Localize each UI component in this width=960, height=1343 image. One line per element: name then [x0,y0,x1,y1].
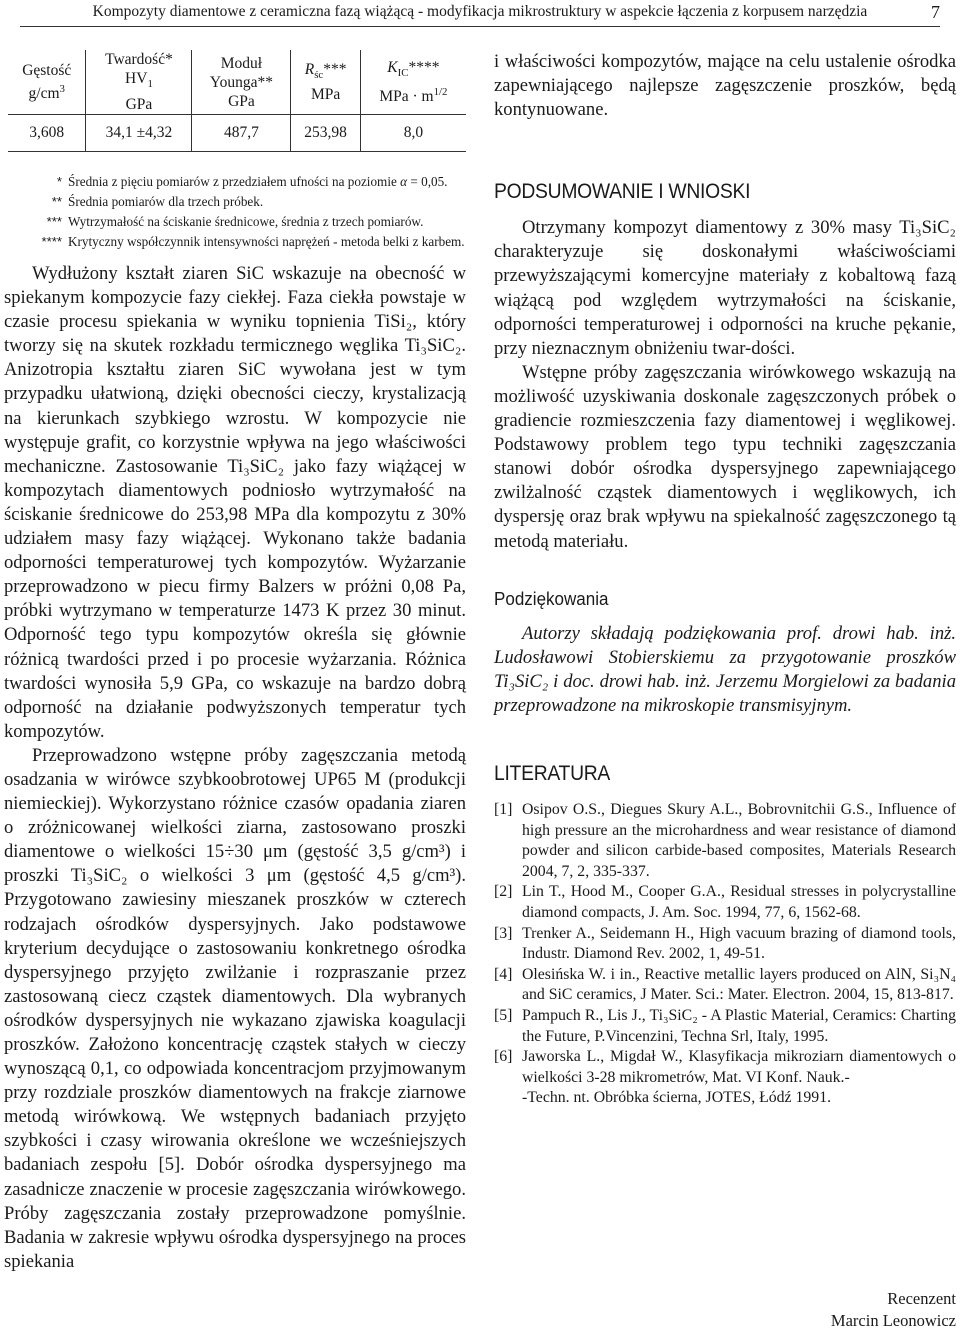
reference-item: [6] Jaworska L., Migdał W., Klasyfikacja mikroziarn diamentowych o wielkości 3-28 mikrometrów, Mat. VI Konf. Nauk.- [494,1048,956,1086]
reference-item: [2] Lin T., Hood M., Cooper G.A., Residual stresses in polycrystalline diamond compacts, J. Am. Soc. 1994, 77, 6, 1562-68. [494,883,956,921]
right-column [494,50,956,1109]
summary-text [494,216,956,553]
table-row [8,115,466,152]
running-title: Kompozyty diamentowe z ceramiczna fazą wiążącą - modyfikacja mikrostruktury w aspekcie łączenia z korpusem narzędzia [92,3,868,20]
footnote: ** Średnia pomiarów dla trzech próbek. [51,194,264,209]
table-cell: 253,98 [291,115,360,152]
table-header-cell: Moduł Younga** GPa [192,50,291,115]
section-heading-summary: PODSUMOWANIE I WNIOSKI [494,180,751,204]
table-footnotes [4,172,466,252]
table-cell: 34,1 ±4,32 [86,115,192,152]
left-column [4,50,466,1274]
table-cell: 487,7 [192,115,291,152]
reference-list [494,800,956,1109]
paragraph: Wydłużony kształt ziaren SiC wskazuje na obecność w spiekanym kompozycie fazy ciekłej. Faza ciekła powstaje w czasie procesu spiekania w wyniku topnienia TiSi₂, który tworzy się na skutek rozkładu termicznego węglika Ti₃SiC₂. Anizotropia kształtu ziaren SiC wywołana jest w tym przypadku ułatwioną, dzięki obecności cieczy, krystalizacją na kierunkach szybkiego wzrostu. W kompozycie nie występuje grafit, co korzystnie wpływa na jego właściwości mechaniczne. Zastosowanie Ti₃SiC₂ jako fazy wiążącej w kompozytach diamentowych podniosło wytrzymałość na ściskanie średnicowe do 253,98 MPa dla kompozytu z 30% udziałem masy fazy wiążącej. Wykonano także badania odporności temperaturowej tych kompozytów. Wyżarzanie przeprowadzono w piecu firmy Balzers w próżni 0,08 Pa, próbki wytrzymano w temperaturze 1473 K przez 30 minut. Odporność tego typu kompozytów określa się głównie różnicą twardości przed i po procesie wyżarzania. Różnica twardości wynosiła 5,9 GPa, co wskazuje na bardzo dobrą odporność na działanie podwyższonych temperatur tych kompozytów. [4,263,466,742]
section-heading-literature: LITERATURA [494,761,611,785]
right-body-text [494,50,956,122]
page-number: 7 [931,2,940,22]
table-header-row [8,50,466,115]
table-header-cell: $R_{śc}***$ MPa [291,50,360,115]
section-heading-acknowledgements: Podziękowania [494,587,609,609]
paragraph: Wstępne próby zagęszczania wirówkowego wskazują na możliwość uzyskiwania doskonale zagęszczonych próbek o gradiencie rozmieszczenia fazy diamentowej i węglikowej. Podstawowy problem tego typu techniki zagęszczania stanowi dobór ośrodka dyspersyjnego zapewniającego zwilżalność cząstek diamentowych i węglikowych, ich dyspersję oraz brak wpływu na spiekalność zagęszczonego tą metodą materiału. [494,361,956,552]
reference-item: [4] Olesińska W. i in., Reactive metallic layers produced on AlN, Si₃N₄ and SiC ceramics, J Mater. Sci.: Mater. Electron. 2004, 15, 813-817. [494,965,956,1004]
reference-item: [5] Pampuch R., Lis J., Ti₃SiC₂ - A Plastic Material, Ceramics: Charting the Future, P.Vincenzini, Techna Srl, Italy, 1995. [494,1006,956,1045]
paragraph-continuation: i właściwości kompozytów, mające na celu ustalenie ośrodka zapewniającego najlepsze zagęszczenie proszków, będą kontynuowane. [494,51,956,121]
table-header-cell: Twardość* $HV_1$ GPa [86,50,192,115]
paragraph: Przeprowadzono wstępne próby zagęszczania metodą osadzania w wirówce szybkoobrotowej UP65 M (produkcji niemieckiej). Wykorzystano różnice czasów opadania ziaren o zróżnicowanej wielkości ziarna, zastosowano proszki diamentowe o wielkości 15÷30 μm (gęstość 3,5 g/cm³) i proszki Ti₃SiC₂ o wielkości 3 μm (gęstość 4,5 g/cm³). Przygotowano zawiesiny mieszanek proszków w czterech rodzajach ośrodków dyspersyjnych. Jako podstawowe kryterium decydujące o zastosowaniu konkretnego ośrodka dyspersyjnego przyjęto zwilżanie i rozpraszanie przez zastosowaną ciecz cząstek diamentowych. Dla wybranych ośrodków dyspersyjnych nie wykazano zjawiska koagulacji proszków. Założono koncentrację cząstek stałych w cieczy wynoszącą 0,1, co odpowiada koncentracjom przyjmowanym przy rozdziale proszków diamentowych na frakcje ziarnowe metodą wirówkową. We wstępnych badaniach przyjęto szybkości i czasy wirowania określone we wcześniejszych badaniach zespołu [5]. Dobór ośrodka dyspersyjnego ma zasadnicze znaczenie w procesie zagęszczania wirówkowego. Próby zagęszczania zostały przeprowadzone pomyślnie. Badania w zakresie wpływu ośrodka dyspersyjnego na proces spiekania [4,744,466,1272]
reference-item: [3] Trenker A., Seidemann H., High vacuum brazing of diamond tools, Industr. Diamond Rev. 2002, 1, 49-51. [494,924,956,963]
running-header [20,0,940,27]
paragraph: Otrzymany kompozyt diamentowy z 30% masy Ti₃SiC₂ charakteryzuje się doskonałymi właściwościami przewyższającymi komercyjne materiały z kobaltową fazą wiążącą pod względem wytrzymałości na ściskanie, odporności temperaturowej i odporności na kruche pękanie, przy nieznacznym obniżeniu twar-dości. [494,217,956,359]
reference-continuation: -Techn. nt. Obróbka ścierna, JOTES, Łódź 1991. [522,1089,832,1107]
footnote: * Średnia z pięciu pomiarów z przedziałem ufności na poziomie α = 0,05. [56,174,448,189]
acknowledgements-text: Autorzy składają podziękowania prof. drowi hab. inż. Ludosławowi Stobierskiemu za przygotowanie proszków Ti₃SiC₂ i doc. drowi hab. inż. Jerzemu Morgielowi za badania przeprowadzone na mikroskopie transmisyjnym. [494,622,956,716]
left-body-text [4,262,466,1274]
footnote: **** Krytyczny współczynnik intensywności naprężeń - metoda belki z karbem. [41,234,465,249]
footnote: *** Wytrzymałość na ściskanie średnicowe, średnia z trzech pomiarów. [46,214,424,229]
reviewer-label: Recenzent [887,1289,956,1308]
properties-table [8,50,466,152]
table-header-cell: Gęstość $g/cm^3$ [8,50,86,115]
table-cell: 3,608 [8,115,86,152]
reviewer-name: Marcin Leonowicz [830,1311,956,1330]
reference-item: [1] Osipov O.S., Diegues Skury A.L., Bobrovnitchii G.S., Influence of high pressure an the microhardness and wear resistance of diamond powder and silicon carbide-based composites, Materials Research 2004, 7, 2, 335-337. [494,800,956,880]
table-cell: 8,0 [360,115,466,152]
table-header-cell: $K_{IC}****$ MPa · $m^{1/2}$ [379,58,448,106]
reviewer-block [831,1288,956,1332]
